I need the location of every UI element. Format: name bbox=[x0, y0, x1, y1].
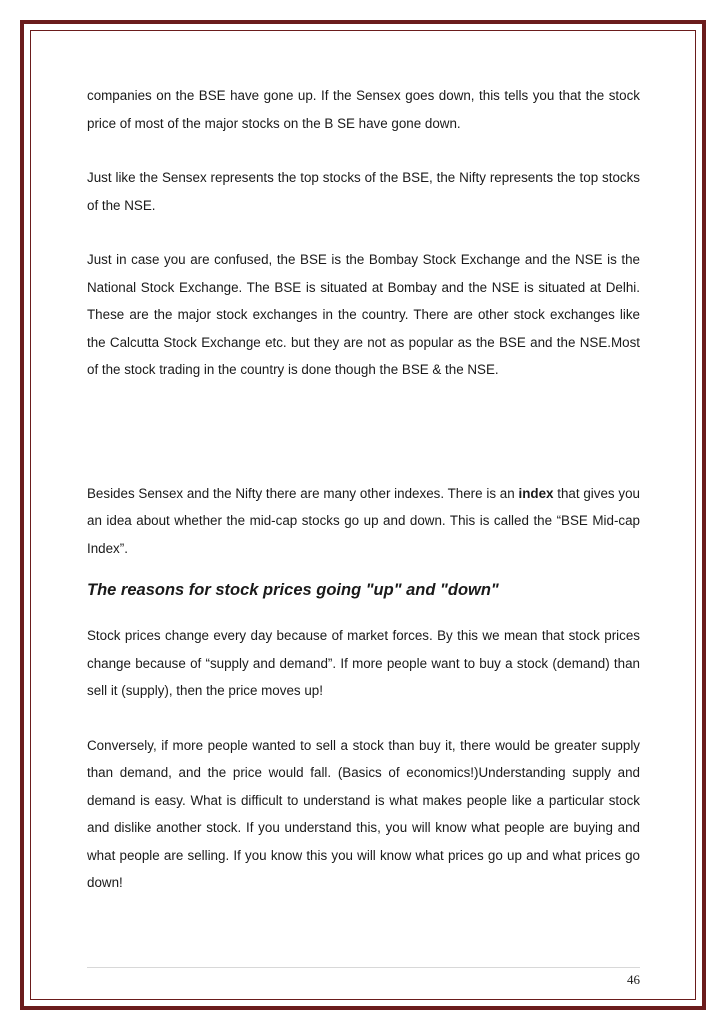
page-number: 46 bbox=[627, 972, 640, 987]
indexes-text-bold: index bbox=[518, 485, 554, 501]
paragraph-nifty-nse: Just like the Sensex represents the top stocks of the BSE, the Nifty represents the top stocks of the NSE. bbox=[87, 170, 640, 213]
indexes-text-before: Besides Sensex and the Nifty there are many other indexes. There is an bbox=[87, 485, 519, 501]
paragraph-supply-demand: Conversely, if more people wanted to sell a stock than buy it, there would be greater supply than demand, and the price would fall. (Basics of economics!)Understanding supply and demand is easy. What is difficult to understand is what makes people like a particular stock and dislike another stock. If you understand this, you will know what people are buying and what people are selling. If you know this you will know what prices go up and what prices go down! bbox=[87, 737, 640, 890]
paragraph-other-indexes bbox=[87, 480, 640, 563]
paragraph-market-forces: Stock prices change every day because of market forces. By this we mean that stock prices change because of “supply and demand”. If more people want to buy a stock (demand) than sell it (supply), then the price moves up! bbox=[87, 628, 640, 698]
indexes-text-after: that gives you an idea about whether the mid-cap stocks go up and down. This is called the “BSE Mid-cap Index”. bbox=[87, 485, 640, 556]
footer-divider bbox=[87, 967, 640, 968]
section-heading: The reasons for stock prices going "up" and "down" bbox=[87, 581, 499, 599]
paragraph-sensex-bse: companies on the BSE have gone up. If the Sensex goes down, this tells you that the stock price of most of the major stocks on the B SE have gone down. bbox=[87, 88, 640, 131]
paragraph-exchanges: Just in case you are confused, the BSE is the Bombay Stock Exchange and the NSE is the National Stock Exchange. The BSE is situated at Bombay and the NSE is situated at Delhi. These are the major stock exchanges in the country. There are other stock exchanges like the Calcutta Stock Exchange etc. but they are not as popular as the BSE and the NSE.Most of the stock trading in the country is done though the BSE & the NSE. bbox=[87, 252, 640, 377]
page-body bbox=[87, 82, 640, 897]
